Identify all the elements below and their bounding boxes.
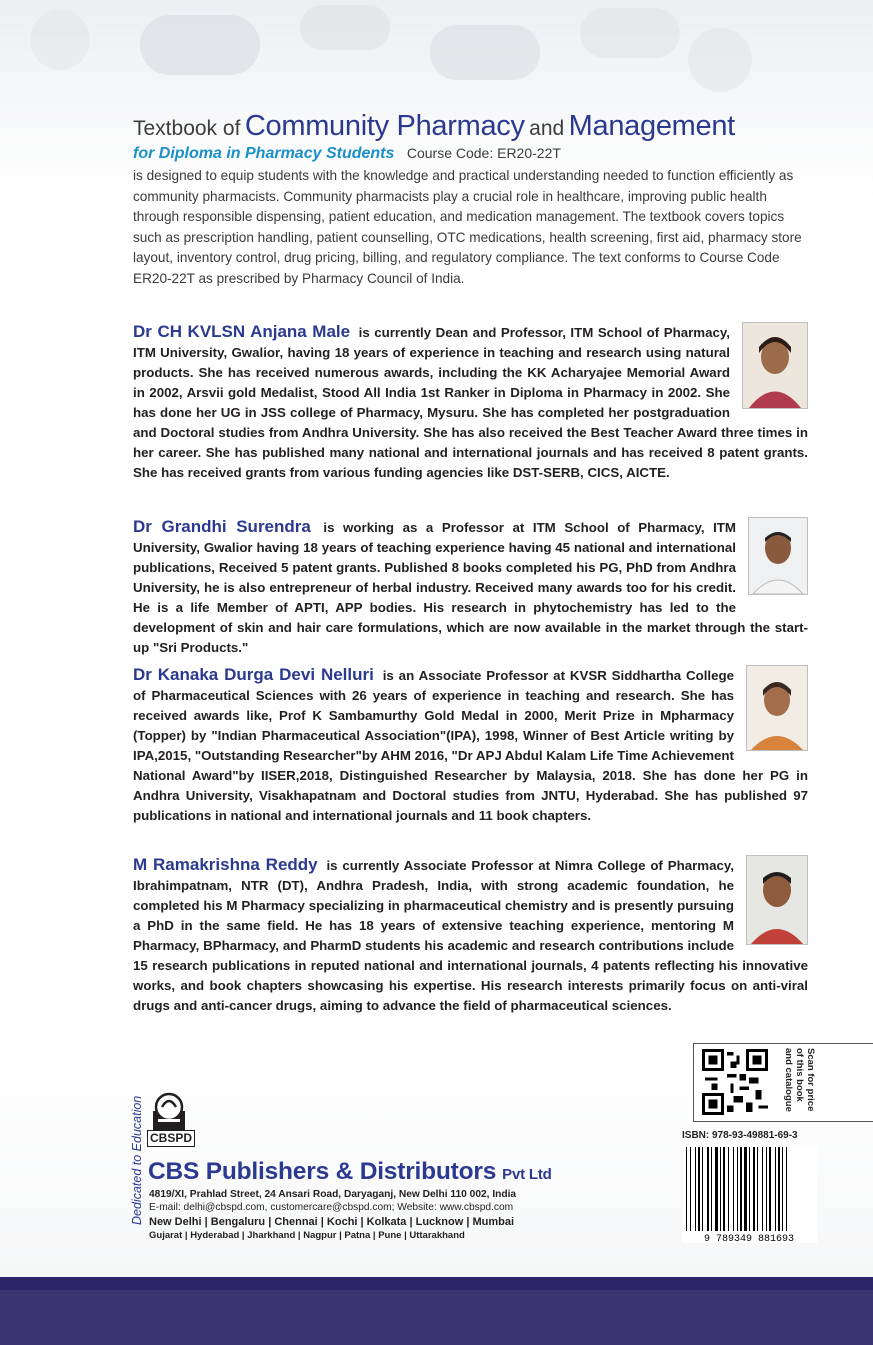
book-title — [133, 110, 823, 143]
title-conj: and — [529, 117, 565, 140]
subtitle-line — [133, 145, 823, 163]
barcode-digits: 9 789349 881693 — [703, 1234, 795, 1243]
publisher-block — [130, 1075, 673, 1255]
bottom-band — [0, 1277, 873, 1345]
author-text-3: is an Associate Professor at KVSR Siddhartha College of Pharmaceutical Sciences with 26 years of experience in teaching and research. She has received awards like, Prof K Sambamurthy Gold Medal in 2000, Merit Prize in Mpharmacy (Topper) by "Indian Pharmaceutical Association"(IPA), 1998, Winner of Best Article writing by IPA,2015, "Outstanding Researcher"by AHM 2016, "Dr APJ Abdul Kalam Life Time Achievement National Award"by IISER,2018, Distinguished Researcher by Malaysia, 2018. She has done her PG in Andhra University, Visakhapatnam and Doctoral studies from JNTU, Hyderabad. She has published 97 publications in national and international journals and 11 book chapters. — [133, 668, 808, 823]
author-bio-2 — [133, 517, 808, 658]
author-bio-1 — [133, 322, 808, 483]
author-bio-3 — [133, 665, 808, 826]
qr-code[interactable] — [702, 1049, 768, 1115]
publisher-tagline: Dedicated to Education — [130, 1095, 144, 1225]
publisher-suffix: Pvt Ltd — [502, 1166, 552, 1183]
author-photo-4 — [746, 855, 808, 945]
isbn-label: ISBN: 978-93-49881-69-3 — [682, 1130, 798, 1141]
publisher-name — [148, 1158, 552, 1186]
author-photo-2 — [748, 517, 808, 595]
publisher-logo-text: CBSPD — [147, 1130, 195, 1147]
qr-caption: Scan for price of this book and catalogue — [783, 1048, 816, 1112]
author-name-1: Dr CH KVLSN Anjana Male — [133, 322, 351, 341]
title-prefix: Textbook of — [133, 117, 241, 140]
subtitle: for Diploma in Pharmacy Students — [133, 145, 395, 162]
title-part2: Management — [568, 110, 735, 142]
author-photo-3 — [746, 665, 808, 751]
publisher-contact: E-mail: delhi@cbspd.com, customercare@cbspd.com; Website: www.cbspd.com — [149, 1202, 514, 1213]
author-name-4: M Ramakrishna Reddy — [133, 855, 318, 874]
publisher-name-text: CBS Publishers & Distributors — [148, 1158, 497, 1185]
intro-paragraph: is designed to equip students with the knowledge and practical understanding needed to function efficiently as community pharmacists. Community pharmacists play a crucial role in healthcare, improving public health through responsible dispensing, patient education, and medication management. The textbook covers topics such as prescription handling, patient counselling, OTC medications, health screening, first aid, pharmacy store layout, inventory control, drug pricing, billing, and regulatory compliance. The text conforms to Course Code ER20-22T as prescribed by Pharmacy Council of India. — [133, 168, 802, 286]
decorative-pills-background — [0, 0, 873, 120]
author-name-2: Dr Grandhi Surendra — [133, 517, 311, 536]
author-text-2: is working as a Professor at ITM School of Pharmacy, ITM University, Gwalior having 18 years of teaching experience having 45 national and international publications, Received 5 patent grants. Published 8 books completed his PG, PhD from Andhra University, he is also entrepreneur of herbal industry. Received many awards too for his credit. He is a life Member of APTI, APP bodies. His research in phytochemistry has led to the development of skin and hair care formulations, which are now available in the market through the start-up "Sri Products." — [133, 520, 808, 655]
title-part1: Community Pharmacy — [244, 110, 525, 142]
author-bio-4 — [133, 855, 808, 1016]
author-text-4: is currently Associate Professor at Nimra College of Pharmacy, Ibrahimpatnam, NTR (DT), Andhra Pradesh, India, with strong academic foundation, he completed his M Pharmacy specializing in pharmaceutical chemistry and is presently pursuing a PhD in the same field. He has 18 years of extensive teaching experience, mentoring M Pharmacy, BPharmacy, and PharmD students his academic and research contributions include 15 research publications in reputed national and international journals, 4 patents reflecting his innovative works, and book chapters showcasing his expertise. His research interests primarily focus on anti-viral drugs and anti-cancer drugs, aiming to advance the field of pharmaceutical sciences. — [133, 858, 808, 1013]
publisher-cities-2: Gujarat | Hyderabad | Jharkhand | Nagpur | Patna | Pune | Uttarakhand — [149, 1230, 465, 1241]
author-text-1: is currently Dean and Professor, ITM School of Pharmacy, ITM University, Gwalior, having 18 years of experience in teaching and research using natural products. She has received numerous awards, including the KK Acharyajee Memorial Award in 2002, Arsvii gold Medalist, Stood All India 1st Ranker in Diploma in Pharmacy in 2002. She has done her UG in JSS college of Pharmacy, Mysuru. She has completed her postgraduation and Doctoral studies from Andhra University. She has also received the Best Teacher Award three times in her career. She has published many national and international journals and has received 8 patent grants. She has received grants from various funding agencies like DST-SERB, CICS, AICTE. — [133, 325, 808, 480]
title-block — [133, 110, 823, 163]
course-code: Course Code: ER20-22T — [406, 145, 561, 161]
barcode — [682, 1145, 817, 1243]
author-name-3: Dr Kanaka Durga Devi Nelluri — [133, 665, 374, 684]
publisher-cities-1: New Delhi | Bengaluru | Chennai | Kochi | Kolkata | Lucknow | Mumbai — [149, 1216, 515, 1228]
qr-panel — [693, 1043, 873, 1122]
publisher-address: 4819/XI, Prahlad Street, 24 Ansari Road, Daryaganj, New Delhi 110 002, India — [149, 1189, 517, 1200]
bottom-band-stripe — [0, 1277, 873, 1290]
author-photo-1 — [742, 322, 808, 409]
